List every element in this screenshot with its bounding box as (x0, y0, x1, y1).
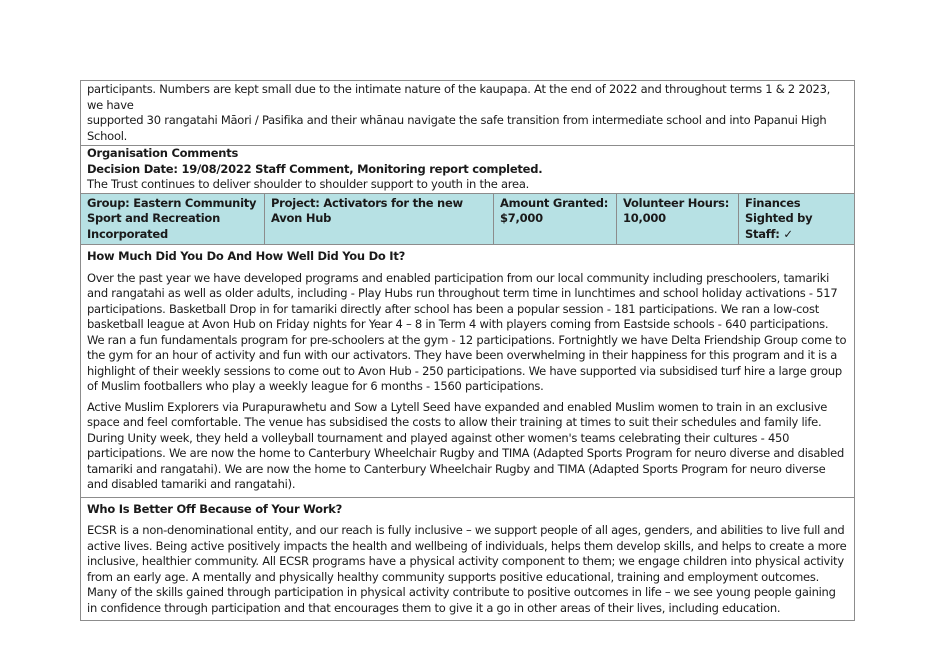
group-cell: Group: Eastern Community Sport and Recreation Incorporated (81, 194, 265, 245)
finances-sighted-cell: Finances Sighted by Staff: ✓ (745, 195, 813, 241)
how-much-section (81, 245, 854, 498)
grant-summary-row (81, 194, 854, 246)
organisation-comments-heading: Organisation Comments (87, 146, 239, 160)
intro-line-2: supported 30 rangatahi Māori / Pasifika and their whānau navigate the safe transition from intermediate school and into Papanui High School. (87, 113, 827, 143)
decision-date: Decision Date: 19/08/2022 Staff Comment, Monitoring report completed. (87, 161, 543, 176)
better-off-heading: Who Is Better Off Because of Your Work? (87, 501, 343, 516)
organisation-comments-cell (81, 146, 854, 194)
intro-cell (81, 81, 854, 146)
how-much-heading: How Much Did You Do And How Well Did You Do It? (87, 249, 405, 263)
volunteer-hours-cell: Volunteer Hours: 10,000 (617, 194, 739, 245)
project-cell: Project: Activators for the new Avon Hub (265, 194, 494, 245)
better-off-section (81, 498, 854, 621)
how-much-paragraph-1: Over the past year we have developed programs and enabled participation from our local community including preschoolers, tamariki and rangatahi as well as older adults, including - Play Hubs run throughout term time in lunchtimes and school holiday activations - 517 participations. Basketball Drop in for tamariki directly after school has been a popular session - 181 participations. We ran a low-cost basketball league at Avon Hub on Friday nights for Year 4 – 8 in Term 4 with players coming from Eastside schools - 640 participations. We ran a fun fundamentals program for pre-schoolers at the gym - 12 participations. Fortnightly we have Delta Friendship Group come to the gym for an hour of activity and fun with our activators. They have been overwhelming in their happiness for this program and it is a highlight of their weekly sessions to come out to Avon Hub - 250 participations. We have supported via subsidised turf hire a large group of Muslim footballers who play a weekly league for 6 months - 1560 participations. (87, 270, 847, 393)
amount-granted-cell: Amount Granted: $7,000 (494, 194, 617, 245)
report-table (80, 80, 855, 621)
staff-comment: The Trust continues to deliver shoulder to shoulder support to youth in the area. (87, 177, 530, 191)
intro-line-1: participants. Numbers are kept small due to the intimate nature of the kaupapa. At the end of 2022 and throughout terms 1 & 2 2023, we have (87, 82, 831, 112)
better-off-paragraph: ECSR is a non-denominational entity, and our reach is fully inclusive – we support people of all ages, genders, and abilities to live full and active lives. Being active positively impacts the health and wellbeing of individuals, helps them develop skills, and helps to create a more inclusive, healthier community. All ECSR programs have a physical activity component to them; we engage children into physical activity from an early age. A mentally and physically healthy community supports positive educational, training and employment outcomes. Many of the skills gained through participation in physical activity contribute to positive outcomes in life – we see young people gaining in confidence through participation and that encourages them to give it a go in other areas of their lives, including education. (87, 523, 847, 615)
how-much-paragraph-2: Active Muslim Explorers via Purapurawhetu and Sow a Lytell Seed have expanded and enabled Muslim women to train in an exclusive space and feel comfortable. The venue has subsidised the costs to allow their training at times to suit their schedules and family life. During Unity week, they held a volleyball tournament and played against other women's teams celebrating their cultures - 450 participations. We are now the home to Canterbury Wheelchair Rugby and TIMA (Adapted Sports Program for neuro diverse and disabled tamariki and rangatahi). We are now the home to Canterbury Wheelchair Rugby and TIMA (Adapted Sports Program for neuro diverse and disabled tamariki and rangatahi). (87, 399, 845, 491)
